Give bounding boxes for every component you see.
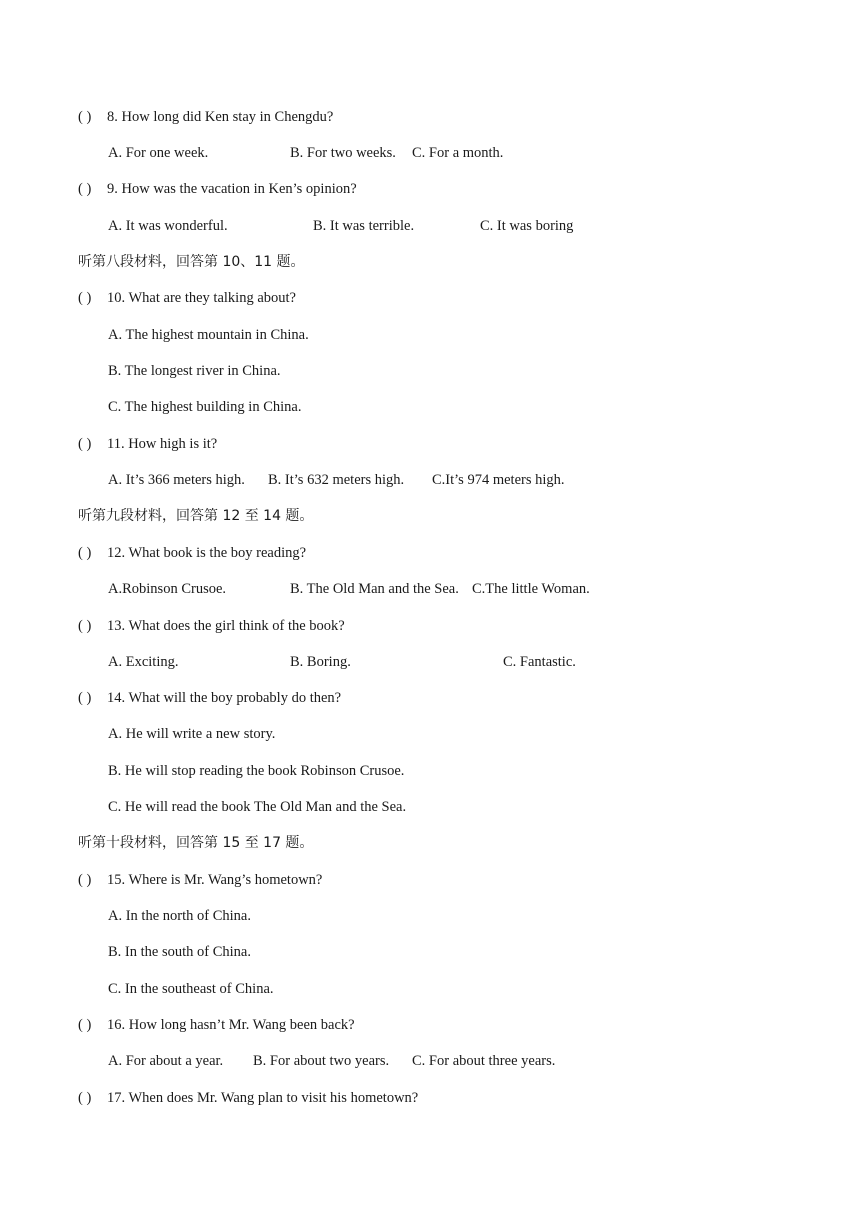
option-c: C. For about three years. [412,1053,556,1069]
option-a: A. He will write a new story. [108,726,276,742]
section-heading: 听第九段材料，回答第 12 至 14 题。 [78,508,314,524]
option-b: B. The Old Man and the Sea. [290,581,459,597]
question-stem: 12. What book is the boy reading? [107,545,307,561]
answer-blank: ( ) [78,545,92,561]
answer-blank: ( ) [78,1017,92,1033]
section-heading: 听第十段材料，回答第 15 至 17 题。 [78,835,314,851]
question-stem: 17. When does Mr. Wang plan to visit his hometown? [107,1090,419,1106]
answer-blank: ( ) [78,690,92,706]
option-b: B. The longest river in China. [108,363,281,379]
answer-blank: ( ) [78,1090,92,1106]
option-a: A. For one week. [108,145,209,161]
question-stem: 11. How high is it? [107,436,218,452]
option-c: C. In the southeast of China. [108,981,274,997]
question-stem: 9. How was the vacation in Ken’s opinion? [107,181,357,197]
question-stem: 16. How long hasn’t Mr. Wang been back? [107,1017,355,1033]
option-a: A.Robinson Crusoe. [108,581,227,597]
option-b: B. For about two years. [253,1053,390,1069]
option-c: C. He will read the book The Old Man and the Sea. [108,799,407,815]
option-a: A. The highest mountain in China. [108,327,309,343]
question-stem: 15. Where is Mr. Wang’s hometown? [107,872,323,888]
question-stem: 14. What will the boy probably do then? [107,690,342,706]
option-b: B. It was terrible. [313,218,415,234]
question-stem: 8. How long did Ken stay in Chengdu? [107,109,334,125]
option-b: B. It’s 632 meters high. [268,472,405,488]
option-a: A. Exciting. [108,654,179,670]
option-c: C. Fantastic. [503,654,576,670]
answer-blank: ( ) [78,290,92,306]
option-b: B. Boring. [290,654,351,670]
option-a: A. For about a year. [108,1053,224,1069]
option-c: C.It’s 974 meters high. [432,472,565,488]
answer-blank: ( ) [78,872,92,888]
answer-blank: ( ) [78,436,92,452]
option-b: B. For two weeks. [290,145,396,161]
answer-blank: ( ) [78,109,92,125]
option-a: A. In the north of China. [108,908,251,924]
option-a: A. It’s 366 meters high. [108,472,245,488]
answer-blank: ( ) [78,181,92,197]
option-c: C. The highest building in China. [108,399,302,415]
question-stem: 13. What does the girl think of the book? [107,618,345,634]
option-b: B. In the south of China. [108,944,251,960]
option-b: B. He will stop reading the book Robinson Crusoe. [108,763,405,779]
option-c: C.The little Woman. [472,581,590,597]
option-a: A. It was wonderful. [108,218,228,234]
option-c: C. It was boring [480,218,574,234]
option-c: C. For a month. [412,145,504,161]
answer-blank: ( ) [78,618,92,634]
section-heading: 听第八段材料，回答第 10、11 题。 [78,254,305,270]
question-stem: 10. What are they talking about? [107,290,296,306]
